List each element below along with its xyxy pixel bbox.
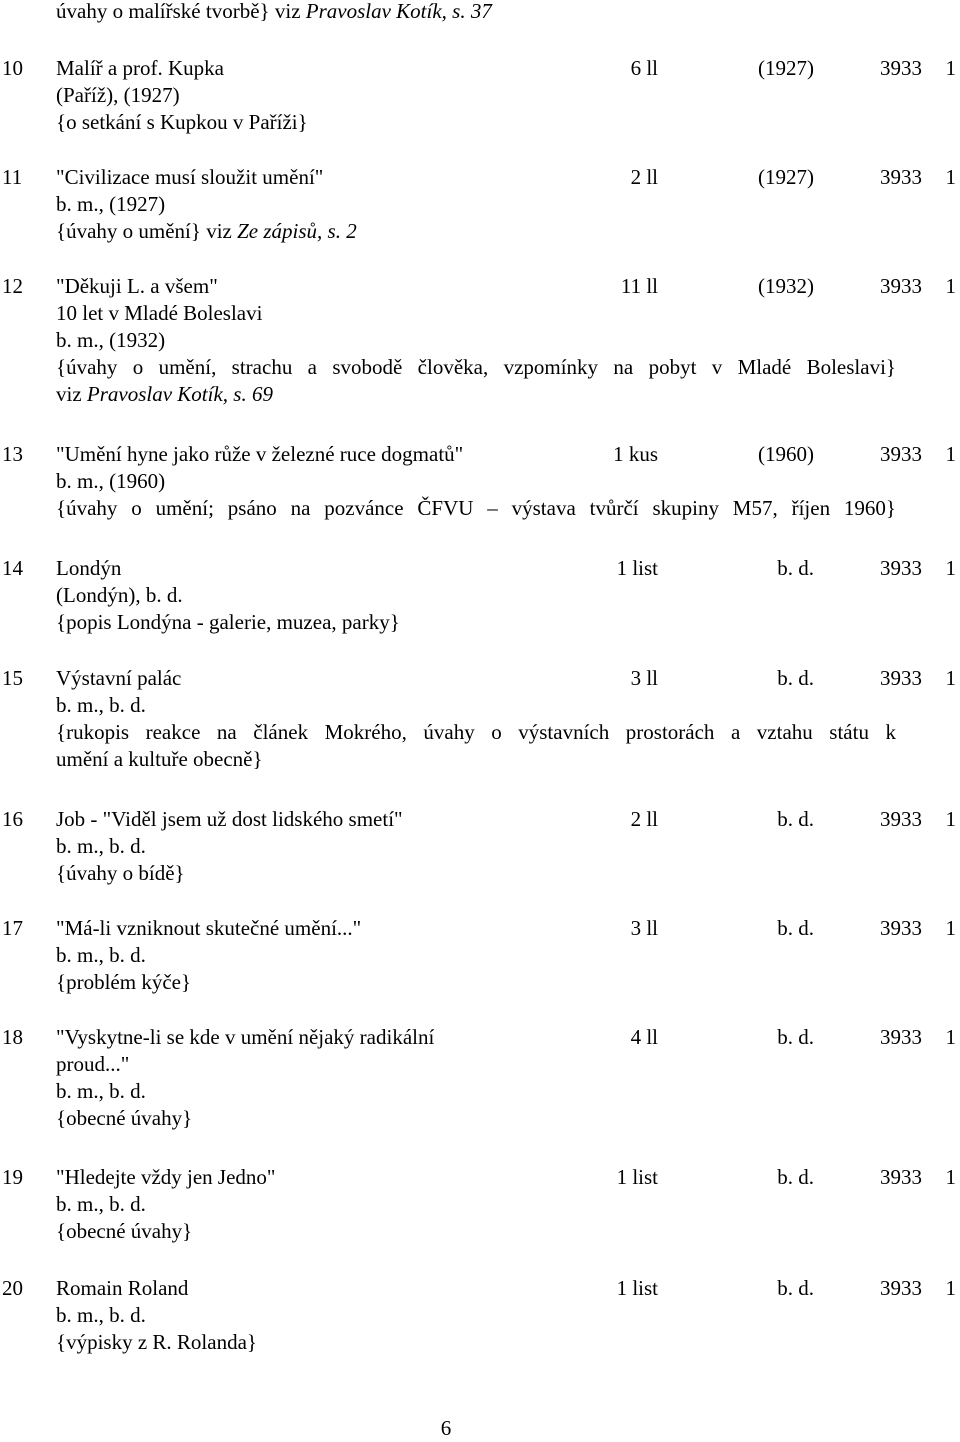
entry-detail-line (56, 942, 146, 969)
page-number: 6 (440, 1416, 452, 1440)
detail-text: umění a kultuře obecně} (56, 747, 263, 771)
detail-text: {popis Londýna - galerie, muzea, parky} (56, 610, 400, 634)
entry-fund: 3933 (880, 274, 922, 298)
entry-fund: 3933 (880, 556, 922, 580)
entry-box: 1 (945, 807, 956, 831)
entry-title: "Umění hyne jako růže v železné ruce dogmatů" (56, 442, 464, 466)
entry-box: 1 (945, 916, 956, 940)
entry-box: 1 (945, 56, 956, 80)
entry-date: (1960) (758, 442, 814, 466)
entry-description (56, 969, 191, 996)
entry-box: 1 (945, 556, 956, 580)
entry-box: 1 (945, 274, 956, 298)
entry-box: 1 (945, 1276, 956, 1300)
entry-fund: 3933 (880, 1165, 922, 1189)
entry-number: 10 (2, 56, 23, 80)
detail-text: b. m., b. d. (56, 943, 146, 967)
entry-detail-line (56, 692, 146, 719)
entry-extent: 1 list (616, 556, 658, 580)
entry-date: b. d. (777, 1276, 814, 1300)
entry-title: Romain Roland (56, 1276, 189, 1300)
entry-number: 12 (2, 274, 23, 298)
entry-title: Londýn (56, 556, 122, 580)
entry-fund: 3933 (880, 1276, 922, 1300)
entry-extent: 3 ll (630, 916, 658, 940)
detail-text: {výpisky z R. Rolanda} (56, 1330, 257, 1354)
detail-text: proud..." (56, 1052, 130, 1076)
detail-text: {úvahy o bídě} (56, 861, 185, 885)
entry-extent: 4 ll (630, 1025, 658, 1049)
detail-text: {úvahy o umění, strachu a svobodě člověka, vzpomínky na pobyt v Mladé Boleslavi} (56, 355, 896, 379)
entry-extent: 2 ll (630, 807, 658, 831)
entry-description (56, 495, 896, 522)
entry-description (56, 218, 357, 245)
entry-title: "Hledejte vždy jen Jedno" (56, 1165, 276, 1189)
detail-text: b. m., (1932) (56, 328, 166, 352)
entry-date: (1927) (758, 56, 814, 80)
entry-box: 1 (945, 1165, 956, 1189)
detail-text: (Londýn), b. d. (56, 583, 183, 607)
entry-number: 14 (2, 556, 23, 580)
detail-reference: Ze zápisů, s. 2 (237, 219, 357, 243)
entry-description (56, 1105, 192, 1132)
entry-date: b. d. (777, 1025, 814, 1049)
entry-title-continued (56, 1051, 129, 1078)
entry-description (56, 354, 896, 381)
detail-reference: Pravoslav Kotík, s. 69 (86, 382, 273, 406)
entry-description (56, 609, 400, 636)
entry-description-continued (56, 746, 263, 773)
entry-extent: 1 kus (613, 442, 658, 466)
entry-detail-line (56, 191, 165, 218)
detail-text: b. m., b. d. (56, 1303, 146, 1327)
entry-box: 1 (945, 666, 956, 690)
continuation-line (56, 0, 492, 25)
entry-extent: 11 ll (620, 274, 658, 298)
entry-description (56, 719, 896, 746)
entry-number: 20 (2, 1276, 23, 1300)
entry-title: "Civilizace musí sloužit umění" (56, 165, 324, 189)
detail-text: {úvahy o umění; psáno na pozvánce ČFVU – výstava tvůrčí skupiny M57, říjen 1960} (56, 496, 896, 520)
entry-title: Výstavní palác (56, 666, 182, 690)
entry-number: 16 (2, 807, 23, 831)
detail-text: b. m., b. d. (56, 834, 146, 858)
entry-number: 19 (2, 1165, 23, 1189)
entry-detail-line (56, 468, 165, 495)
entry-fund: 3933 (880, 807, 922, 831)
detail-text: {problém kýče} (56, 970, 192, 994)
entry-reference-line (56, 381, 273, 408)
continuation-text: úvahy o malířské tvorbě} viz (56, 0, 306, 23)
entry-extent: 1 list (616, 1276, 658, 1300)
entry-title: "Vyskytne-li se kde v umění nějaký radikální (56, 1025, 435, 1049)
entry-detail-line (56, 300, 262, 327)
entry-fund: 3933 (880, 56, 922, 80)
detail-text: (Paříž), (1927) (56, 83, 180, 107)
entry-description (56, 1218, 192, 1245)
entry-number: 18 (2, 1025, 23, 1049)
entry-date: b. d. (777, 556, 814, 580)
entry-number: 15 (2, 666, 23, 690)
entry-extent: 3 ll (630, 666, 658, 690)
entry-description (56, 109, 308, 136)
entry-fund: 3933 (880, 916, 922, 940)
entry-detail-line (56, 82, 180, 109)
entry-date: b. d. (777, 1165, 814, 1189)
detail-text: {rukopis reakce na článek Mokrého, úvahy o výstavních prostorách a vztahu státu k (56, 720, 896, 744)
entry-date: b. d. (777, 666, 814, 690)
entry-box: 1 (945, 165, 956, 189)
entry-description (56, 1329, 257, 1356)
entry-fund: 3933 (880, 165, 922, 189)
detail-text: {obecné úvahy} (56, 1106, 193, 1130)
entry-title: "Děkuji L. a všem" (56, 274, 218, 298)
entry-number: 17 (2, 916, 23, 940)
entry-fund: 3933 (880, 666, 922, 690)
detail-text: viz (56, 382, 87, 406)
entry-date: (1927) (758, 165, 814, 189)
entry-extent: 2 ll (630, 165, 658, 189)
entry-detail-line (56, 1191, 146, 1218)
entry-detail-line (56, 1302, 146, 1329)
entry-date: (1932) (758, 274, 814, 298)
entry-detail-line (56, 327, 165, 354)
entry-title: "Má-li vzniknout skutečné umění..." (56, 916, 362, 940)
entry-title: Job - "Viděl jsem už dost lidského smetí" (56, 807, 403, 831)
detail-text: b. m., (1960) (56, 469, 166, 493)
entry-number: 11 (2, 165, 23, 189)
detail-text: {úvahy o umění} viz (56, 219, 238, 243)
entry-fund: 3933 (880, 442, 922, 466)
detail-text: b. m., b. d. (56, 1192, 146, 1216)
entry-detail-line (56, 833, 146, 860)
entry-fund: 3933 (880, 1025, 922, 1049)
entry-extent: 6 ll (630, 56, 658, 80)
continuation-reference: Pravoslav Kotík, s. 37 (305, 0, 492, 23)
entry-detail-line (56, 1078, 146, 1105)
entry-date: b. d. (777, 916, 814, 940)
detail-text: {o setkání s Kupkou v Paříži} (56, 110, 308, 134)
detail-text: b. m., b. d. (56, 693, 146, 717)
entry-box: 1 (945, 442, 956, 466)
entry-box: 1 (945, 1025, 956, 1049)
entry-number: 13 (2, 442, 23, 466)
detail-text: 10 let v Mladé Boleslavi (56, 301, 263, 325)
entry-description (56, 860, 185, 887)
entry-extent: 1 list (616, 1165, 658, 1189)
entry-title: Malíř a prof. Kupka (56, 56, 224, 80)
entry-detail-line (56, 582, 183, 609)
detail-text: b. m., b. d. (56, 1079, 146, 1103)
detail-text: b. m., (1927) (56, 192, 166, 216)
detail-text: {obecné úvahy} (56, 1219, 193, 1243)
entry-date: b. d. (777, 807, 814, 831)
